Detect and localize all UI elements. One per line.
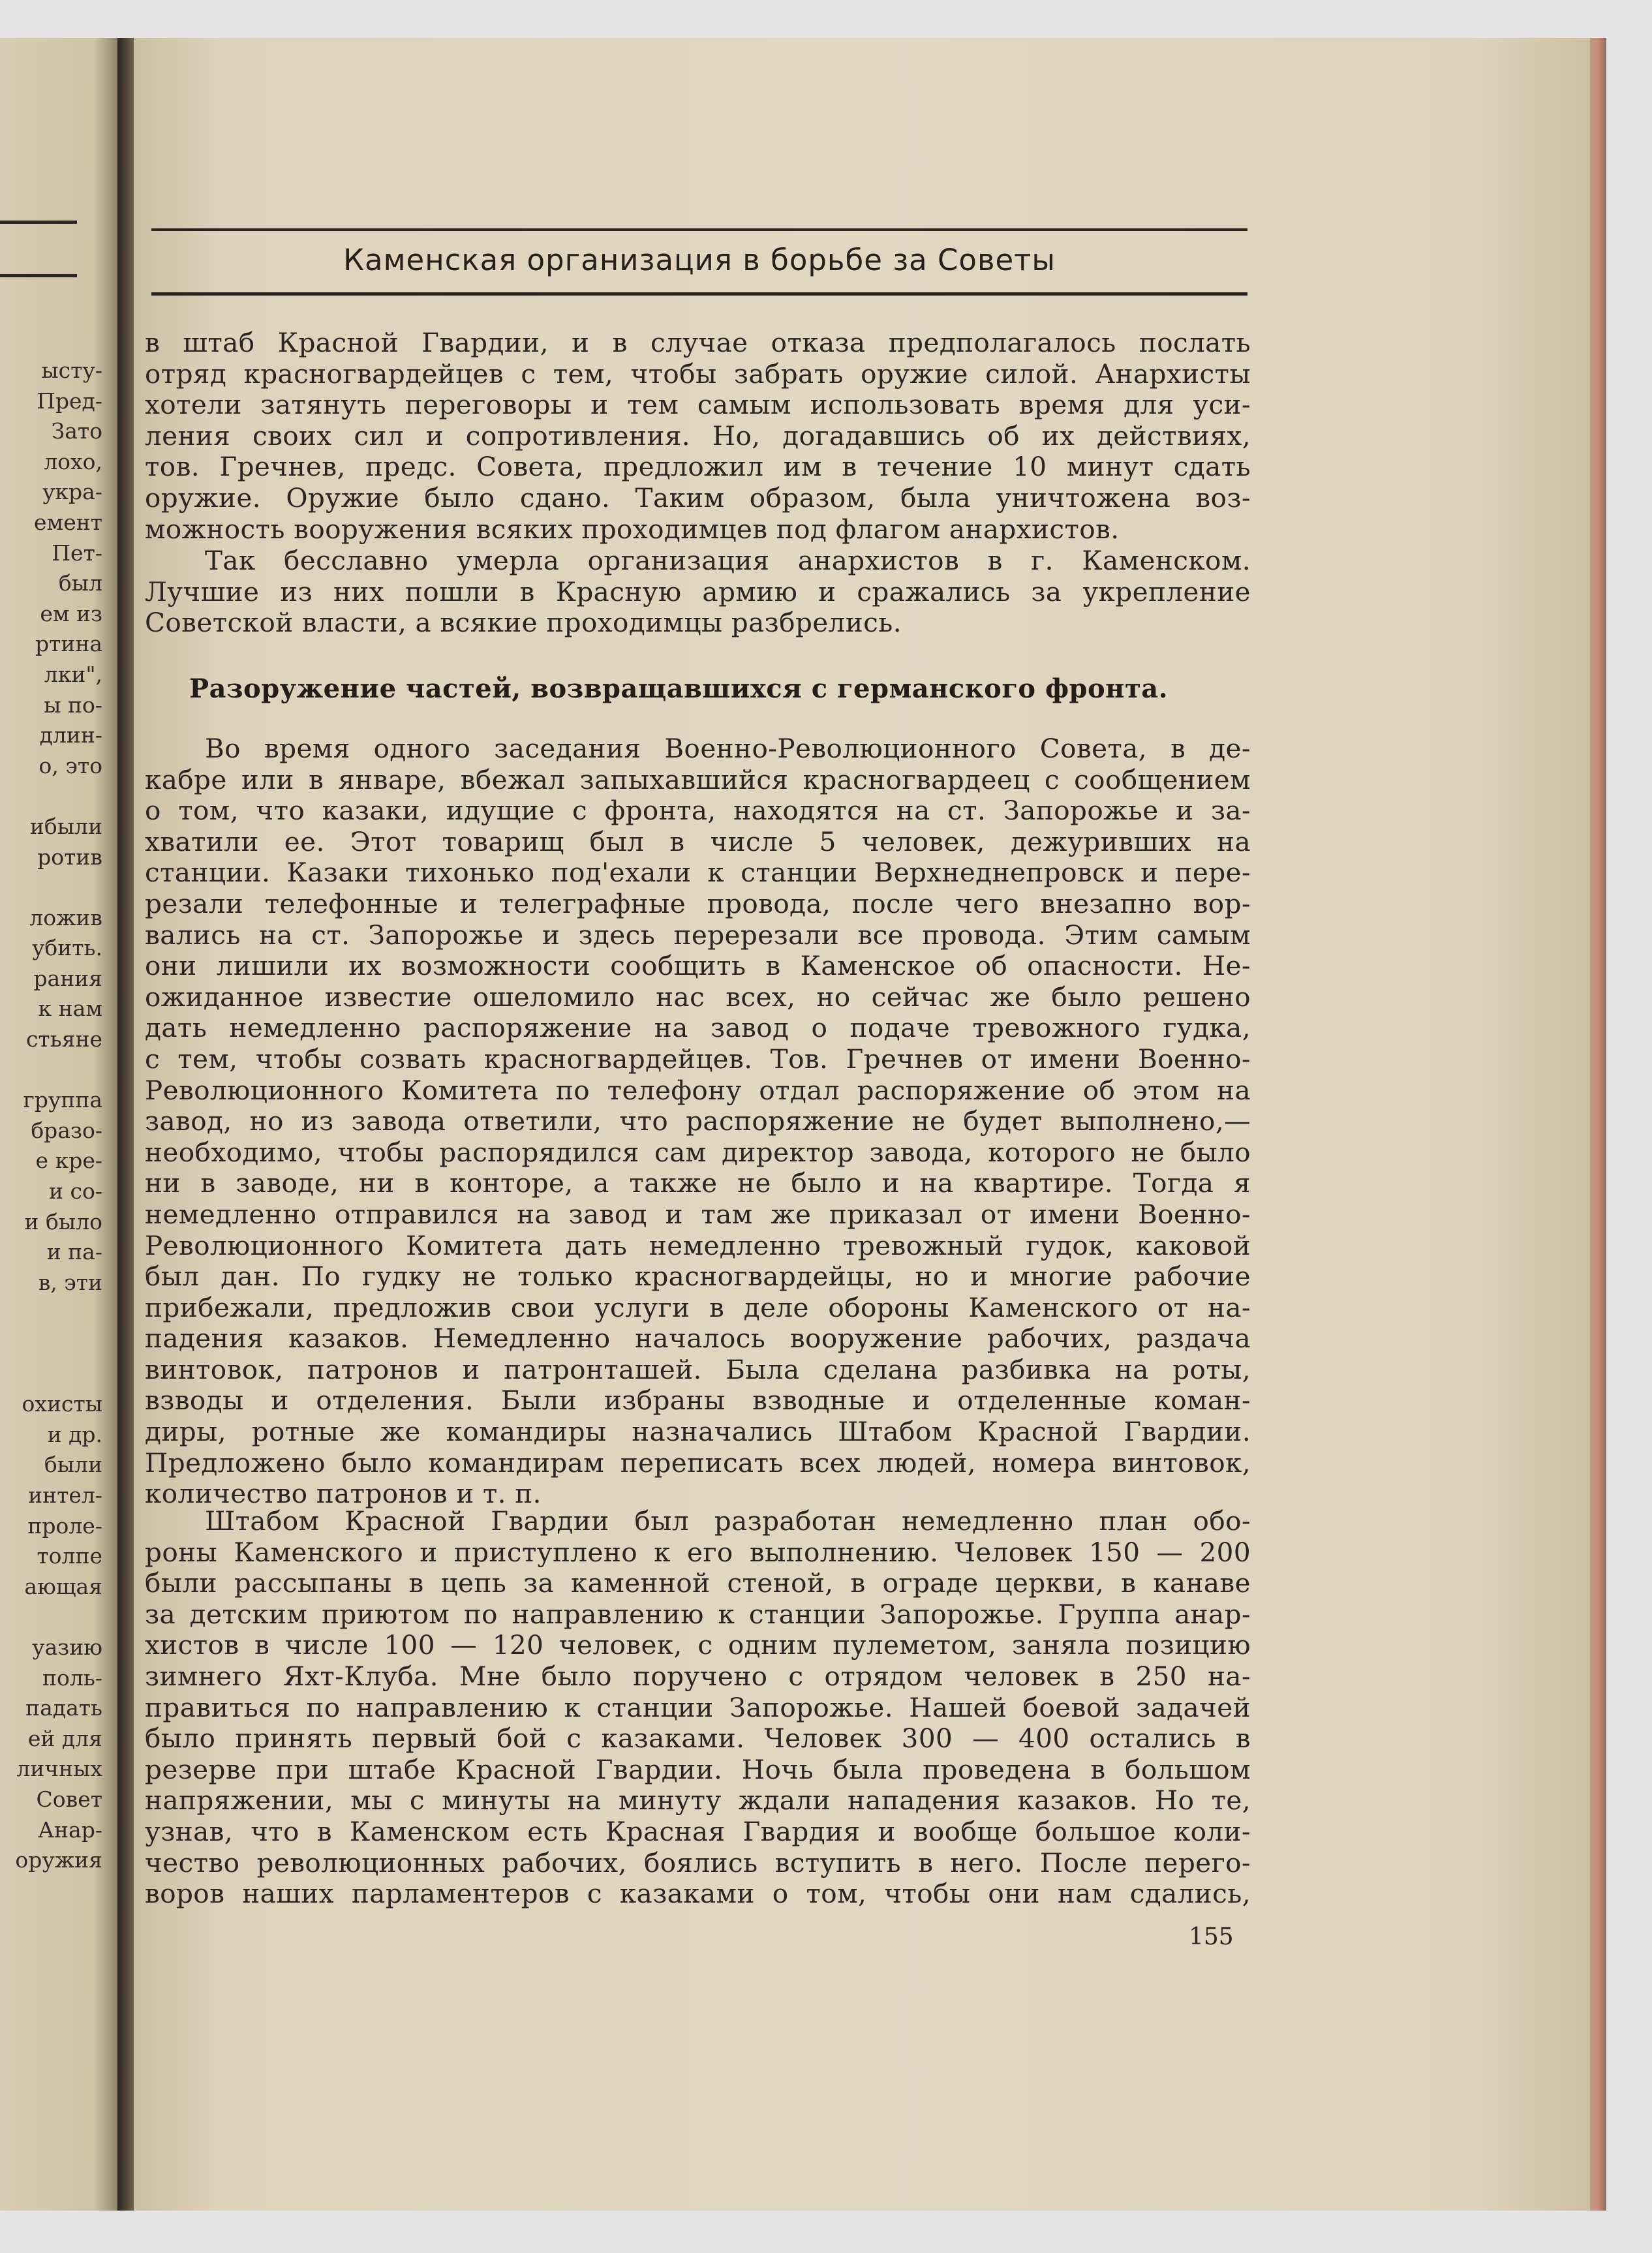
header-rule-bottom xyxy=(151,292,1247,296)
left-page-fragment: уазию xyxy=(32,1634,102,1660)
left-page-fragment: и па- xyxy=(46,1239,102,1265)
left-page-fragment xyxy=(15,872,102,903)
left-page-fragment: были xyxy=(44,1452,102,1478)
left-page-fragment: Зато xyxy=(51,418,102,444)
left-page-fragment: группа xyxy=(23,1087,102,1113)
text-line: хистов в числе 100 — 120 человек, с одним пулеметом, заняла позицию xyxy=(145,1629,1251,1661)
text-line: отряд красногвардейцев с тем, чтобы забрать оружие силой. Анархисты xyxy=(145,358,1251,390)
left-page-fragment: интел- xyxy=(28,1482,102,1508)
left-page-fragment: убить. xyxy=(32,935,102,961)
left-page-fragment: ртина xyxy=(35,631,102,657)
text-line: с тем, чтобы созвать красногвардейцев. Тов. Гречнев от имени Военно- xyxy=(145,1043,1251,1075)
left-page-fragment: о, это xyxy=(38,752,102,778)
page-edge xyxy=(1590,38,1606,2211)
left-page-fragment: лки", xyxy=(44,661,102,687)
left-page-fragment: ающая xyxy=(24,1573,102,1599)
left-page-fragment: и со- xyxy=(49,1178,102,1204)
left-page-fragment: был xyxy=(58,570,102,596)
left-page-fragment: и было xyxy=(24,1208,102,1234)
left-page-fragment: и др. xyxy=(47,1421,102,1447)
text-line: Революционного Комитета по телефону отдал распоряжение об этом на xyxy=(145,1074,1251,1106)
text-line: Лучшие из них пошли в Красную армию и сражались за укрепление xyxy=(145,575,1251,607)
left-page-rule xyxy=(0,221,77,224)
left-page-fragment: стьяне xyxy=(25,1026,102,1052)
running-head: Каменская организация в борьбе за Советы xyxy=(343,243,1056,277)
left-page-fragment: охисты xyxy=(22,1391,102,1417)
left-page-fragment: рания xyxy=(33,965,102,991)
left-page-fragment: ей для xyxy=(27,1725,102,1751)
text-line: Предложено было командирам переписать всех людей, номера винтовок, xyxy=(145,1447,1251,1479)
left-page-fragment xyxy=(15,1602,102,1632)
text-line: в штаб Красной Гвардии, и в случае отказа предполагалось послать xyxy=(145,327,1251,358)
left-page-fragment: Анар- xyxy=(38,1816,102,1843)
text-line: взводы и отделения. Были избраны взводные и отделенные коман- xyxy=(145,1385,1251,1417)
text-line: они лишили их возможности сообщить в Каменское об опасности. Не- xyxy=(145,950,1251,982)
text-line: Во время одного заседания Военно-Революционного Совета, в де- xyxy=(205,733,1251,764)
left-page-fragment: ы по- xyxy=(44,692,102,718)
text-line: Революционного Комитета дать немедленно тревожный гудок, каковой xyxy=(145,1229,1251,1261)
text-line: резерве при штабе Красной Гвардии. Ночь была проведена в большом xyxy=(145,1753,1251,1785)
left-page-fragment xyxy=(15,1298,102,1328)
left-page-fragment: емент xyxy=(34,509,102,535)
paragraph-defense-plan xyxy=(145,1506,1251,1910)
left-page-fragment: Пет- xyxy=(52,540,102,566)
left-page-fragment: Совет xyxy=(36,1786,102,1812)
text-line: резали телефонные и телеграфные провода, после чего внезапно вор- xyxy=(145,887,1251,919)
left-page xyxy=(0,38,134,2211)
left-page-fragment xyxy=(15,1328,102,1359)
text-line: вались на ст. Запорожье и здесь перерезали все провода. Этим самым xyxy=(145,919,1251,951)
text-line: станции. Казаки тихонько под'ехали к станции Верхнеднепровск и пере- xyxy=(145,857,1251,889)
left-page-rule xyxy=(0,274,77,277)
text-line: хотели затянуть переговоры и тем самым использовать время для уси- xyxy=(145,389,1251,421)
text-line: был дан. По гудку не только красногвардейцы, но и многие рабочие xyxy=(145,1261,1251,1293)
left-page-fragment: толпе xyxy=(37,1543,102,1569)
text-line: напряжении, мы с минуты на минуту ждали нападения казаков. Но те, xyxy=(145,1785,1251,1816)
text-line: за детским приютом по направлению к станции Запорожье. Группа анар- xyxy=(145,1598,1251,1630)
left-page-fragment: ем из xyxy=(40,600,102,626)
text-line: были рассыпаны в цепь за каменной стеной, в ограде церкви, в канаве xyxy=(145,1567,1251,1599)
left-page-fragment: проле- xyxy=(27,1512,102,1539)
text-line: ления своих сил и сопротивления. Но, догадавшись об их действиях, xyxy=(145,420,1251,452)
left-page-fragment: личных xyxy=(16,1756,102,1782)
text-line: ожиданное известие ошеломило нас всех, но сейчас же было решено xyxy=(145,981,1251,1013)
left-page-fragment: к нам xyxy=(38,996,102,1022)
text-line: Советской власти, а всякие проходимцы разбрелись. xyxy=(145,607,902,639)
paragraph-continuation xyxy=(145,328,1251,545)
left-page-fragment: Пред- xyxy=(37,388,102,414)
text-line: можность вооружения всяких проходимцев под флагом анархистов. xyxy=(145,513,1120,545)
left-page-fragment: ибыли xyxy=(29,813,102,839)
text-line: оружие. Оружие было сдано. Таким образом, была уничтожена воз- xyxy=(145,482,1251,513)
text-line: чество революционных рабочих, боялись вступить в него. После перего- xyxy=(145,1847,1251,1878)
text-line: количество патронов и т. п. xyxy=(145,1478,542,1510)
paragraph-cossacks-alarm xyxy=(145,733,1251,1510)
text-line: немедленно отправился на завод и там же приказал от имени Военно- xyxy=(145,1198,1251,1230)
section-title: Разоружение частей, возвращавшихся с германского фронта. xyxy=(189,673,1169,704)
text-line: Так бесславно умерла организация анархистов в г. Каменском. xyxy=(205,545,1251,576)
page-number: 155 xyxy=(1189,1923,1234,1950)
text-line: ни в заводе, ни в конторе, а также не было и на квартире. Тогда я xyxy=(145,1167,1251,1199)
text-line: зимнего Яхт-Клуба. Мне было поручено с отрядом человек в 250 на- xyxy=(145,1660,1251,1692)
left-page-text-fragments xyxy=(15,356,102,1876)
text-line: кабре или в январе, вбежал запыхавшийся красногвардеец с сообщением xyxy=(145,763,1251,795)
left-page-fragment: длин- xyxy=(39,722,102,748)
left-page-fragment xyxy=(15,1359,102,1390)
text-line: завод, но из завода ответили, что распоряжение не будет выполнено,— xyxy=(145,1105,1251,1137)
text-line: диры, ротные же командиры назначались Штабом Красной Гвардии. xyxy=(145,1416,1251,1448)
text-line: тов. Гречнев, предс. Совета, предложил им в течение 10 минут сдать xyxy=(145,451,1251,483)
left-page-fragment: оружия xyxy=(15,1847,102,1873)
left-page-fragment: бразо- xyxy=(31,1117,102,1143)
text-line: винтовок, патронов и патронташей. Была сделана разбивка на роты, xyxy=(145,1353,1251,1385)
text-line: воров наших парламентеров с казаками о том, чтобы они нам сдались, xyxy=(145,1878,1251,1910)
text-line: узнав, что в Каменском есть Красная Гвардия и вообще большое коли- xyxy=(145,1815,1251,1847)
left-page-fragment: ротив xyxy=(37,844,102,870)
left-page-fragment: ысту- xyxy=(41,358,102,383)
text-line: падения казаков. Немедленно началось вооружение рабочих, раздача xyxy=(145,1323,1251,1355)
header-rule-top xyxy=(151,228,1247,231)
text-line: необходимо, чтобы распорядился сам директор завода, которого не было xyxy=(145,1136,1251,1168)
text-line: о том, что казаки, идущие с фронта, находятся на ст. Запорожье и за- xyxy=(145,795,1251,827)
left-page-fragment: укра- xyxy=(42,479,102,505)
left-page-fragment xyxy=(15,781,102,812)
left-page-fragment: е кре- xyxy=(35,1148,102,1174)
left-page-fragment: в, эти xyxy=(38,1269,102,1295)
text-line: хватили ее. Этот товарищ был в числе 5 человек, дежуривших на xyxy=(145,825,1251,857)
text-line: было принять первый бой с казаками. Человек 300 — 400 остались в xyxy=(145,1723,1251,1755)
left-page-fragment: лохо, xyxy=(44,448,102,474)
text-line: правиться по направлению к станции Запорожье. Нашей боевой задачей xyxy=(145,1691,1251,1723)
left-page-fragment: поль- xyxy=(42,1664,102,1691)
left-page-fragment: падать xyxy=(25,1695,102,1721)
paragraph-anarchists-end xyxy=(145,545,1251,639)
left-page-fragment: ложив xyxy=(29,904,102,930)
text-line: прибежали, предложив свои услуги в деле обороны Каменского от на- xyxy=(145,1291,1251,1323)
left-page-fragment xyxy=(15,1055,102,1086)
text-line: дать немедленно распоряжение на завод о подаче тревожного гудка, xyxy=(145,1012,1251,1044)
text-line: роны Каменского и приступлено к его выполнению. Человек 150 — 200 xyxy=(145,1536,1251,1568)
text-line: Штабом Красной Гвардии был разработан немедленно план обо- xyxy=(205,1505,1251,1537)
